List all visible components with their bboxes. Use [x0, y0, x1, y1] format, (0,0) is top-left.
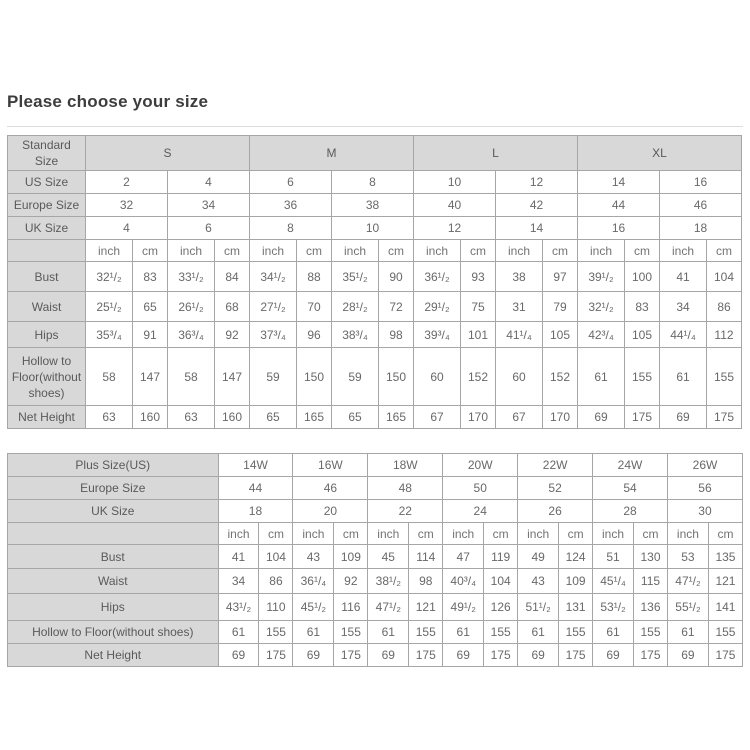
size-value-cell: 18W: [368, 454, 443, 477]
size-value-cell: 16W: [293, 454, 368, 477]
row-label-cell: UK Size: [8, 500, 219, 523]
size-value-cell: 46: [293, 477, 368, 500]
table-row: [8, 217, 742, 240]
size-value-cell: 65: [250, 406, 297, 429]
size-value-cell: 69: [578, 406, 625, 429]
size-value-cell: 25¹/₂: [86, 292, 133, 322]
size-value-cell: 55¹/₂: [667, 594, 708, 621]
table-row: [8, 454, 743, 477]
size-value-cell: 47¹/₂: [667, 569, 708, 594]
size-value-cell: 29¹/₂: [414, 292, 461, 322]
size-value-cell: 63: [168, 406, 215, 429]
size-value-cell: 51: [593, 545, 634, 569]
row-label-cell: Hollow to Floor(without shoes): [8, 621, 219, 644]
size-value-cell: 54: [593, 477, 668, 500]
row-label-cell: UK Size: [8, 217, 86, 240]
size-value-cell: 26: [518, 500, 593, 523]
size-value-cell: 34: [660, 292, 707, 322]
size-value-cell: 86: [259, 569, 293, 594]
unit-header-cell: inch: [578, 240, 625, 262]
size-value-cell: 35¹/₂: [332, 262, 379, 292]
unit-header-cell: cm: [708, 523, 742, 545]
unit-header-cell: inch: [518, 523, 559, 545]
size-value-cell: 90: [379, 262, 414, 292]
table-row: [8, 477, 743, 500]
size-value-cell: 150: [297, 348, 332, 406]
size-value-cell: 22W: [518, 454, 593, 477]
unit-header-cell: cm: [133, 240, 168, 262]
size-value-cell: 59: [250, 348, 297, 406]
size-value-cell: 40³/₄: [443, 569, 484, 594]
size-value-cell: 175: [259, 644, 293, 667]
size-value-cell: 26W: [667, 454, 742, 477]
size-value-cell: 8: [332, 171, 414, 194]
row-label-cell: Net Height: [8, 644, 219, 667]
table-row: [8, 406, 742, 429]
size-value-cell: 30: [667, 500, 742, 523]
row-label-cell: Europe Size: [8, 194, 86, 217]
size-value-cell: 47: [443, 545, 484, 569]
size-value-cell: 175: [708, 644, 742, 667]
size-value-cell: 67: [414, 406, 461, 429]
size-value-cell: 175: [409, 644, 443, 667]
size-value-cell: 4: [168, 171, 250, 194]
size-value-cell: 24: [443, 500, 518, 523]
size-value-cell: 38: [496, 262, 543, 292]
size-value-cell: 68: [215, 292, 250, 322]
unit-header-cell: cm: [334, 523, 368, 545]
unit-header-cell: cm: [259, 523, 293, 545]
size-value-cell: 115: [634, 569, 668, 594]
size-value-cell: 20: [293, 500, 368, 523]
size-value-cell: 105: [625, 322, 660, 348]
size-value-cell: 45: [368, 545, 409, 569]
size-value-cell: 16: [578, 217, 660, 240]
table-row: [8, 262, 742, 292]
size-value-cell: 155: [559, 621, 593, 644]
size-value-cell: 41¹/₄: [496, 322, 543, 348]
row-label-cell: US Size: [8, 171, 86, 194]
size-value-cell: 69: [518, 644, 559, 667]
row-label-cell: Net Height: [8, 406, 86, 429]
unit-header-cell: cm: [379, 240, 414, 262]
row-label-cell: Hollow to Floor(without shoes): [8, 348, 86, 406]
table-row: [8, 348, 742, 406]
unit-header-cell: cm: [484, 523, 518, 545]
size-value-cell: 10: [414, 171, 496, 194]
size-value-cell: 175: [484, 644, 518, 667]
size-value-cell: 109: [559, 569, 593, 594]
size-value-cell: 155: [409, 621, 443, 644]
size-value-cell: 124: [559, 545, 593, 569]
table-row: [8, 621, 743, 644]
unit-header-cell: inch: [667, 523, 708, 545]
unit-header-cell: inch: [593, 523, 634, 545]
size-value-cell: 34¹/₂: [250, 262, 297, 292]
size-value-cell: 28: [593, 500, 668, 523]
size-value-cell: 121: [409, 594, 443, 621]
row-label-cell: Bust: [8, 262, 86, 292]
unit-header-cell: inch: [250, 240, 297, 262]
size-value-cell: 69: [660, 406, 707, 429]
size-value-cell: 32¹/₂: [86, 262, 133, 292]
size-value-cell: 155: [259, 621, 293, 644]
size-value-cell: 69: [443, 644, 484, 667]
unit-header-cell: cm: [625, 240, 660, 262]
size-value-cell: 110: [259, 594, 293, 621]
size-value-cell: 61: [443, 621, 484, 644]
unit-header-cell: cm: [215, 240, 250, 262]
size-value-cell: 12: [496, 171, 578, 194]
size-value-cell: 61: [518, 621, 559, 644]
size-value-cell: 86: [707, 292, 742, 322]
size-value-cell: 130: [634, 545, 668, 569]
title-divider: [7, 126, 743, 127]
size-value-cell: 135: [708, 545, 742, 569]
size-value-cell: 14: [496, 217, 578, 240]
size-value-cell: 33¹/₂: [168, 262, 215, 292]
size-value-cell: 104: [259, 545, 293, 569]
row-label-cell: [8, 240, 86, 262]
size-value-cell: 98: [379, 322, 414, 348]
row-label-cell: Europe Size: [8, 477, 219, 500]
size-value-cell: 119: [484, 545, 518, 569]
size-value-cell: 12: [414, 217, 496, 240]
size-value-cell: 39¹/₂: [578, 262, 625, 292]
size-value-cell: 6: [168, 217, 250, 240]
size-value-cell: 97: [543, 262, 578, 292]
size-value-cell: 61: [660, 348, 707, 406]
size-value-cell: 45¹/₂: [293, 594, 334, 621]
table-row: [8, 500, 743, 523]
size-value-cell: 41: [660, 262, 707, 292]
size-value-cell: 155: [625, 348, 660, 406]
size-value-cell: 43¹/₂: [218, 594, 259, 621]
size-value-cell: 121: [708, 569, 742, 594]
unit-header-cell: inch: [414, 240, 461, 262]
size-value-cell: 2: [86, 171, 168, 194]
size-value-cell: 152: [543, 348, 578, 406]
size-value-cell: 58: [86, 348, 133, 406]
standard-size-table: [7, 135, 742, 429]
size-value-cell: 72: [379, 292, 414, 322]
size-value-cell: 26¹/₂: [168, 292, 215, 322]
unit-header-cell: cm: [559, 523, 593, 545]
size-value-cell: 48: [368, 477, 443, 500]
size-value-cell: 93: [461, 262, 496, 292]
size-value-cell: 6: [250, 171, 332, 194]
size-group-header-cell: M: [250, 136, 414, 171]
size-value-cell: 8: [250, 217, 332, 240]
size-value-cell: 92: [215, 322, 250, 348]
size-value-cell: 50: [443, 477, 518, 500]
row-label-cell: [8, 523, 219, 545]
unit-header-cell: inch: [443, 523, 484, 545]
size-value-cell: 175: [634, 644, 668, 667]
size-value-cell: 100: [625, 262, 660, 292]
size-value-cell: 36³/₄: [168, 322, 215, 348]
size-value-cell: 136: [634, 594, 668, 621]
size-value-cell: 14W: [218, 454, 293, 477]
row-label-cell: Waist: [8, 292, 86, 322]
size-value-cell: 59: [332, 348, 379, 406]
size-value-cell: 116: [334, 594, 368, 621]
table-row: [8, 240, 742, 262]
table-row: [8, 292, 742, 322]
size-value-cell: 44: [578, 194, 660, 217]
size-value-cell: 32¹/₂: [578, 292, 625, 322]
unit-header-cell: cm: [707, 240, 742, 262]
size-value-cell: 36: [250, 194, 332, 217]
size-value-cell: 60: [496, 348, 543, 406]
table-row: [8, 644, 743, 667]
row-label-cell: Standard Size: [8, 136, 86, 171]
unit-header-cell: inch: [293, 523, 334, 545]
size-value-cell: 160: [133, 406, 168, 429]
row-label-cell: Hips: [8, 322, 86, 348]
size-value-cell: 101: [461, 322, 496, 348]
size-value-cell: 65: [332, 406, 379, 429]
size-value-cell: 114: [409, 545, 443, 569]
size-value-cell: 104: [484, 569, 518, 594]
size-value-cell: 112: [707, 322, 742, 348]
size-value-cell: 35³/₄: [86, 322, 133, 348]
size-value-cell: 53: [667, 545, 708, 569]
size-value-cell: 58: [168, 348, 215, 406]
size-value-cell: 65: [133, 292, 168, 322]
size-value-cell: 39³/₄: [414, 322, 461, 348]
table-row: [8, 171, 742, 194]
plus-size-table: [7, 453, 743, 667]
size-value-cell: 126: [484, 594, 518, 621]
size-value-cell: 47¹/₂: [368, 594, 409, 621]
unit-header-cell: inch: [168, 240, 215, 262]
unit-header-cell: cm: [409, 523, 443, 545]
size-value-cell: 32: [86, 194, 168, 217]
table-row: [8, 194, 742, 217]
size-value-cell: 75: [461, 292, 496, 322]
size-value-cell: 61: [593, 621, 634, 644]
size-value-cell: 27¹/₂: [250, 292, 297, 322]
table-row: [8, 136, 742, 171]
row-label-cell: Bust: [8, 545, 219, 569]
size-group-header-cell: XL: [578, 136, 742, 171]
size-value-cell: 51¹/₂: [518, 594, 559, 621]
size-value-cell: 67: [496, 406, 543, 429]
size-value-cell: 83: [625, 292, 660, 322]
size-value-cell: 155: [634, 621, 668, 644]
size-value-cell: 44: [218, 477, 293, 500]
size-value-cell: 170: [543, 406, 578, 429]
unit-header-cell: inch: [218, 523, 259, 545]
size-value-cell: 69: [667, 644, 708, 667]
size-value-cell: 18: [660, 217, 742, 240]
unit-header-cell: inch: [332, 240, 379, 262]
size-value-cell: 170: [461, 406, 496, 429]
size-value-cell: 92: [334, 569, 368, 594]
size-value-cell: 150: [379, 348, 414, 406]
unit-header-cell: cm: [461, 240, 496, 262]
size-value-cell: 34: [218, 569, 259, 594]
size-value-cell: 160: [215, 406, 250, 429]
size-value-cell: 165: [297, 406, 332, 429]
unit-header-cell: inch: [496, 240, 543, 262]
size-value-cell: 43: [518, 569, 559, 594]
size-value-cell: 155: [334, 621, 368, 644]
page-title: Please choose your size: [7, 92, 209, 111]
size-value-cell: 175: [334, 644, 368, 667]
size-value-cell: 98: [409, 569, 443, 594]
size-value-cell: 61: [218, 621, 259, 644]
size-value-cell: 4: [86, 217, 168, 240]
table-row: [8, 594, 743, 621]
size-value-cell: 175: [625, 406, 660, 429]
size-value-cell: 18: [218, 500, 293, 523]
size-value-cell: 155: [708, 621, 742, 644]
size-value-cell: 69: [368, 644, 409, 667]
size-value-cell: 61: [368, 621, 409, 644]
table-row: [8, 523, 743, 545]
size-value-cell: 175: [707, 406, 742, 429]
size-value-cell: 41: [218, 545, 259, 569]
size-value-cell: 147: [215, 348, 250, 406]
unit-header-cell: cm: [543, 240, 578, 262]
size-value-cell: 104: [707, 262, 742, 292]
size-value-cell: 34: [168, 194, 250, 217]
size-value-cell: 152: [461, 348, 496, 406]
size-value-cell: 61: [293, 621, 334, 644]
size-value-cell: 45¹/₄: [593, 569, 634, 594]
unit-header-cell: cm: [634, 523, 668, 545]
size-value-cell: 52: [518, 477, 593, 500]
size-value-cell: 155: [484, 621, 518, 644]
size-value-cell: 79: [543, 292, 578, 322]
size-value-cell: 46: [660, 194, 742, 217]
size-value-cell: 40: [414, 194, 496, 217]
size-value-cell: 38³/₄: [332, 322, 379, 348]
size-value-cell: 42³/₄: [578, 322, 625, 348]
size-value-cell: 20W: [443, 454, 518, 477]
size-value-cell: 31: [496, 292, 543, 322]
unit-header-cell: inch: [86, 240, 133, 262]
size-value-cell: 16: [660, 171, 742, 194]
unit-header-cell: cm: [297, 240, 332, 262]
size-value-cell: 88: [297, 262, 332, 292]
size-value-cell: 91: [133, 322, 168, 348]
unit-header-cell: inch: [660, 240, 707, 262]
size-value-cell: 96: [297, 322, 332, 348]
size-value-cell: 36¹/₄: [293, 569, 334, 594]
table-row: [8, 545, 743, 569]
size-group-header-cell: S: [86, 136, 250, 171]
size-value-cell: 83: [133, 262, 168, 292]
table-row: [8, 322, 742, 348]
size-value-cell: 61: [578, 348, 625, 406]
size-value-cell: 69: [218, 644, 259, 667]
size-value-cell: 14: [578, 171, 660, 194]
size-value-cell: 175: [559, 644, 593, 667]
size-value-cell: 61: [667, 621, 708, 644]
size-value-cell: 141: [708, 594, 742, 621]
size-value-cell: 28¹/₂: [332, 292, 379, 322]
row-label-cell: Hips: [8, 594, 219, 621]
size-value-cell: 69: [293, 644, 334, 667]
size-value-cell: 44¹/₄: [660, 322, 707, 348]
size-value-cell: 84: [215, 262, 250, 292]
size-value-cell: 10: [332, 217, 414, 240]
size-value-cell: 70: [297, 292, 332, 322]
size-value-cell: 63: [86, 406, 133, 429]
size-value-cell: 43: [293, 545, 334, 569]
row-label-cell: Waist: [8, 569, 219, 594]
table-row: [8, 569, 743, 594]
size-value-cell: 53¹/₂: [593, 594, 634, 621]
size-value-cell: 60: [414, 348, 461, 406]
size-value-cell: 24W: [593, 454, 668, 477]
size-value-cell: 56: [667, 477, 742, 500]
size-group-header-cell: L: [414, 136, 578, 171]
size-value-cell: 165: [379, 406, 414, 429]
size-value-cell: 49¹/₂: [443, 594, 484, 621]
size-value-cell: 42: [496, 194, 578, 217]
unit-header-cell: inch: [368, 523, 409, 545]
size-value-cell: 36¹/₂: [414, 262, 461, 292]
size-value-cell: 147: [133, 348, 168, 406]
size-value-cell: 37³/₄: [250, 322, 297, 348]
size-value-cell: 109: [334, 545, 368, 569]
size-value-cell: 131: [559, 594, 593, 621]
size-value-cell: 69: [593, 644, 634, 667]
row-label-cell: Plus Size(US): [8, 454, 219, 477]
size-value-cell: 38¹/₂: [368, 569, 409, 594]
size-value-cell: 105: [543, 322, 578, 348]
size-value-cell: 38: [332, 194, 414, 217]
size-value-cell: 155: [707, 348, 742, 406]
size-value-cell: 22: [368, 500, 443, 523]
size-value-cell: 49: [518, 545, 559, 569]
